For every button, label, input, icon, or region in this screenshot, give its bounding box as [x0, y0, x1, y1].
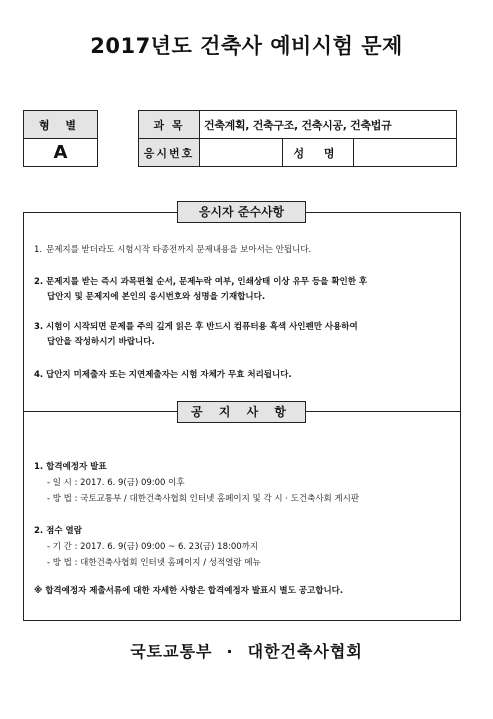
exam-number-field[interactable]	[200, 139, 283, 167]
notice-line: - 방 법 : 국토교통부 / 대한건축사협회 인터넷 홈페이지 및 각 시 · 도건축사회 게시판	[47, 494, 360, 504]
issuer-kira: 대한건축사협회	[247, 642, 363, 661]
name-label: 성 명	[283, 139, 354, 167]
type-label: 형 별	[24, 111, 98, 139]
rule-item-3	[34, 320, 444, 350]
rule-text-cont: 답안을 작성하시기 바랍니다.	[47, 337, 155, 347]
footer-separator: ·	[226, 642, 234, 661]
notice-heading: 공 지 사 항	[177, 401, 306, 423]
notice-footnote: ※ 합격예정자 제출서류에 대한 자세한 사항은 합격예정자 발표시 별도 공고합니다.	[34, 586, 344, 596]
subject-list: 건축계획, 건축구조, 건축시공, 건축법규	[200, 111, 457, 139]
rule-item-4	[34, 368, 444, 383]
subject-table	[138, 110, 457, 167]
rule-item-2	[34, 275, 444, 305]
page-title: 2017년도 건축사 예비시험 문제	[90, 34, 403, 58]
name-field[interactable]	[354, 139, 457, 167]
rule-text: 문제지를 받더라도 시험시작 타종전까지 문제내용을 보아서는 안됩니다.	[46, 245, 312, 255]
rules-heading: 응시자 준수사항	[177, 201, 306, 223]
rule-text: 문제지를 받는 즉시 과목편철 순서, 문제누락 여부, 인쇄상태 이상 유무 등을 확인한 후	[46, 277, 368, 287]
rule-item-1	[34, 243, 444, 258]
rule-number: 2.	[34, 277, 44, 287]
rule-number: 1.	[34, 245, 43, 255]
notice-section-title: 2. 점수 열람	[34, 526, 82, 536]
footer-issuers	[0, 639, 493, 662]
type-value: A	[24, 139, 98, 167]
rule-text: 답안지 미제출자 또는 지연제출자는 시험 자체가 무효 처리됩니다.	[46, 370, 292, 380]
notice-line: - 기 간 : 2017. 6. 9(금) 09:00 ~ 6. 23(금) 18:00까지	[47, 542, 259, 552]
type-table	[23, 110, 98, 167]
rule-number: 3.	[34, 322, 44, 332]
notice-line: - 일 시 : 2017. 6. 9(금) 09:00 이후	[47, 478, 185, 488]
rule-number: 4.	[34, 370, 44, 380]
notice-section-title: 1. 합격예정자 발표	[34, 462, 107, 472]
rule-text-cont: 답안지 및 문제지에 본인의 응시번호와 성명을 기재합니다.	[47, 292, 266, 302]
rule-text: 시험이 시작되면 문제를 주의 깊게 읽은 후 반드시 컴퓨터용 흑색 사인펜만 사용하여	[46, 322, 358, 332]
exam-number-label: 응시번호	[139, 139, 200, 167]
notice-line: - 방 법 : 대한건축사협회 인터넷 홈페이지 / 성적열람 메뉴	[47, 558, 261, 568]
subject-label: 과 목	[139, 111, 200, 139]
issuer-molit: 국토교통부	[130, 642, 213, 661]
